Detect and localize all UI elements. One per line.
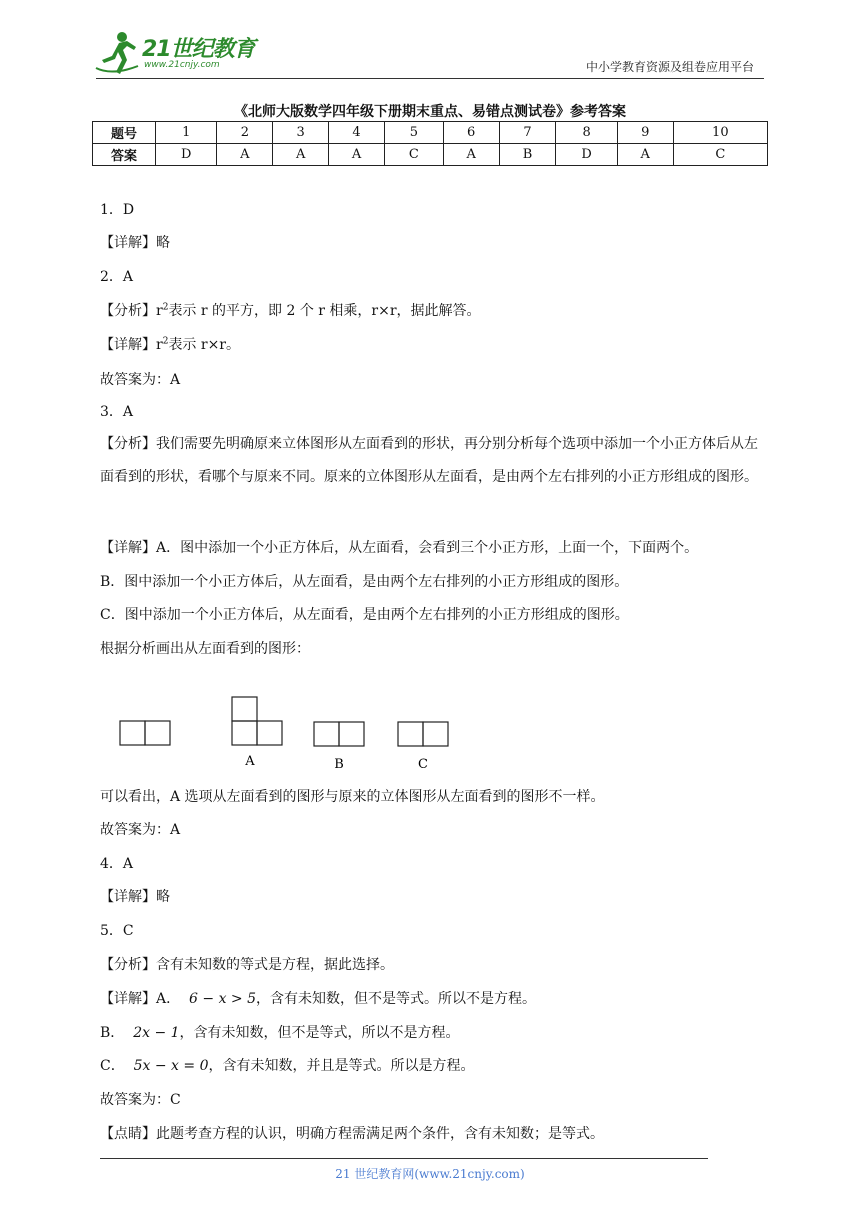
q4-detail: 【详解】略 [100, 889, 170, 905]
q3-answer: 3．A [100, 404, 134, 420]
table-cell: A [617, 144, 673, 166]
q5-detail-c: C． 5x − x = 0，含有未知数，并且是等式。所以是方程。 [100, 1058, 475, 1074]
footer-link[interactable]: 21 世纪教育网(www.21cnjy.com) [335, 1167, 525, 1181]
q3-draw-note: 根据分析画出从左面看到的图形： [100, 641, 310, 657]
table-row [93, 122, 768, 144]
q2-detail: 【详解】$r^2$表示 r×r。 [100, 336, 241, 353]
table-cell: 4 [329, 122, 385, 144]
table-header-cell: 答案 [93, 144, 156, 166]
table-cell: 8 [556, 122, 617, 144]
q5-detail-a: 【详解】A． 6 − x > 5，含有未知数，但不是等式。所以不是方程。 [100, 991, 537, 1007]
figure-label-b: B [334, 757, 344, 772]
q5-answer: 5．C [100, 923, 134, 939]
table-cell: A [217, 144, 273, 166]
q5-detail-b: B． 2x − 1，含有未知数，但不是等式，所以不是方程。 [100, 1025, 460, 1041]
q3-detail-c: C．图中添加一个小正方体后，从左面看，是由两个左右排列的小正方形组成的图形。 [100, 607, 629, 623]
q2-analysis: 【分析】$r^2$表示 r 的平方，即 2 个 r 相乘，r×r，据此解答。 [100, 302, 481, 319]
runner-logo-icon [92, 30, 140, 76]
option-a-figure [232, 697, 282, 745]
header-divider [96, 78, 764, 79]
table-cell: D [556, 144, 617, 166]
q3-detail-a: 【详解】A．图中添加一个小正方体后，从左面看，会看到三个小正方形，上面一个，下面两个。 [100, 540, 699, 556]
table-cell: A [273, 144, 329, 166]
q2-answer: 2．A [100, 269, 134, 285]
q3-analysis: 【分析】我们需要先明确原来立体图形从左面看到的形状，再分别分析每个选项中添加一个小正方体后从左面看到的形状，看哪个与原来不同。原来的立体图形从左面看，是由两个左右排列的小正方形组成的图形。 [100, 436, 758, 485]
table-cell: B [499, 144, 556, 166]
logo-url: www.21cnjy.com [144, 60, 220, 70]
table-cell: 2 [217, 122, 273, 144]
answer-table [92, 121, 768, 166]
option-c-figure [398, 722, 448, 746]
table-cell: D [156, 144, 217, 166]
q3-detail-b: B．图中添加一个小正方体后，从左面看，是由两个左右排列的小正方形组成的图形。 [100, 574, 629, 590]
q1-detail: 【详解】略 [100, 235, 170, 251]
table-cell: 7 [499, 122, 556, 144]
q5-analysis: 【分析】含有未知数的等式是方程，据此选择。 [100, 957, 394, 973]
original-view-figure [120, 721, 170, 745]
table-cell: 6 [443, 122, 499, 144]
logo [92, 30, 262, 78]
side-view-figures [110, 688, 470, 778]
table-cell: 1 [156, 122, 217, 144]
table-row [93, 144, 768, 166]
table-cell: A [329, 144, 385, 166]
q5-comment: 【点睛】此题考查方程的认识，明确方程需满足两个条件，含有未知数；是等式。 [100, 1126, 604, 1142]
figure-label-c: C [418, 757, 428, 772]
table-cell: A [443, 144, 499, 166]
page-title: 《北师大版数学四年级下册期末重点、易错点测试卷》参考答案 [234, 104, 626, 120]
platform-name: 中小学教育资源及组卷应用平台 [585, 60, 754, 74]
q3-final: 故答案为：A [100, 822, 181, 838]
q3-conclusion: 可以看出，A 选项从左面看到的图形与原来的立体图形从左面看到的图形不一样。 [100, 789, 605, 805]
footer-divider [100, 1158, 708, 1159]
table-cell: 10 [673, 122, 767, 144]
q2-final: 故答案为：A [100, 372, 181, 388]
q5-final: 故答案为：C [100, 1092, 181, 1108]
q4-answer: 4．A [100, 856, 134, 872]
logo-text: 21世纪教育 [142, 37, 255, 62]
q1-answer: 1．D [100, 202, 135, 218]
table-cell: 3 [273, 122, 329, 144]
table-cell: C [384, 144, 443, 166]
table-cell: 5 [384, 122, 443, 144]
page-header [0, 0, 860, 82]
table-cell: 9 [617, 122, 673, 144]
option-b-figure [314, 722, 364, 746]
figure-label-a: A [245, 754, 255, 769]
table-cell: C [673, 144, 767, 166]
table-header-cell: 题号 [93, 122, 156, 144]
